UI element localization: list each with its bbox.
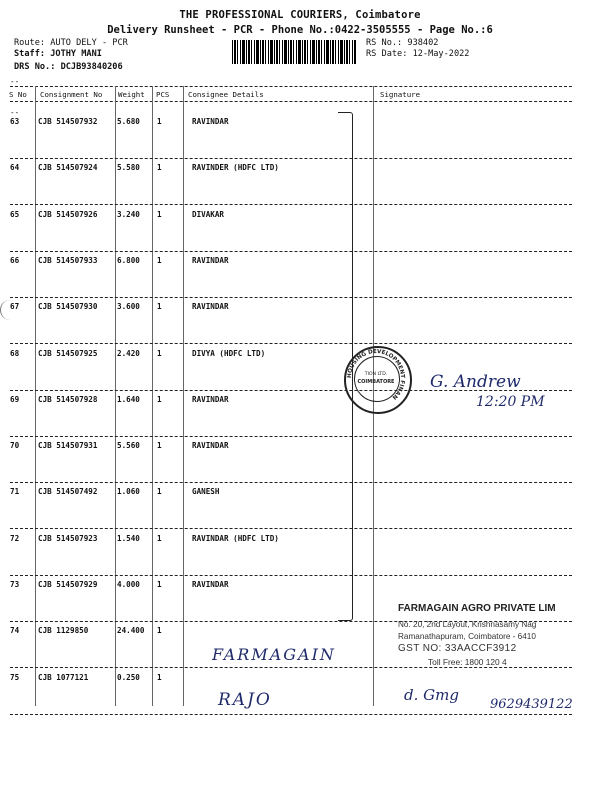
col-divider (183, 86, 184, 706)
row-divider (10, 251, 572, 252)
row-weight: 4.000 (117, 580, 140, 589)
row-consignee: GANESH (192, 487, 220, 497)
seal-small-text: TION LTD. (364, 372, 388, 377)
row-consignment: CJB 1077121 (38, 672, 89, 682)
row-weight: 6.800 (117, 255, 140, 265)
row-weight: 1.640 (117, 394, 140, 404)
row-weight: 0.250 (117, 672, 140, 682)
col-divider (115, 86, 116, 706)
row-sno: 73 (10, 580, 20, 589)
row-pcs: 1 (157, 255, 162, 265)
row-consignment: CJB 514507932 (38, 117, 98, 126)
rs-date: RS Date: 12-May-2022 (366, 49, 470, 59)
drs-number: DRS No.: DCJB93840206 (14, 62, 123, 72)
row-consignment: CJB 514507925 (38, 348, 98, 358)
row-divider (10, 204, 572, 205)
row-consignee: RAVINDAR (192, 117, 229, 126)
company-stamp-name: FARMAGAIN AGRO PRIVATE LIM (398, 603, 556, 614)
row-weight: 1.540 (117, 533, 140, 543)
row-sno: 66 (10, 255, 20, 265)
seal-city-text: COIMBATORE (357, 379, 395, 385)
company-stamp-toll: Toll Free: 1800 120 4 (428, 657, 507, 667)
signature-time: 12:20 PM (476, 394, 545, 410)
row-consignment: CJB 514507930 (38, 302, 98, 312)
row-pcs: 1 (157, 302, 162, 312)
handwritten-rajo: RAJO (218, 690, 272, 710)
row-sno: 72 (10, 533, 20, 543)
row-sno: 63 (10, 117, 20, 126)
rs-number: RS No.: 938402 (366, 38, 439, 48)
handwritten-farmagain: FARMAGAIN (212, 645, 336, 664)
row-consignment: CJB 514507933 (38, 255, 98, 265)
row-consignee: RAVINDAR (192, 302, 229, 312)
row-consignment: CJB 514507929 (38, 580, 98, 589)
row-consignee: RAVINDAR (192, 580, 229, 589)
row-sno: 70 (10, 441, 20, 451)
row-pcs: 1 (157, 533, 162, 543)
row-weight: 5.680 (117, 117, 140, 126)
handwritten-phone: 9629439122 (490, 697, 573, 712)
row-divider (10, 575, 572, 576)
header-divider-top (10, 86, 572, 87)
row-pcs: 1 (157, 487, 162, 497)
row-consignee: RAVINDAR (192, 441, 229, 451)
margin-mark (0, 300, 13, 320)
hdfc-seal-icon (344, 346, 412, 414)
row-pcs: 1 (157, 209, 162, 219)
col-signature: Signature (380, 90, 421, 99)
row-consignment: CJB 514507928 (38, 394, 98, 404)
row-consignment: CJB 514507931 (38, 441, 98, 451)
row-weight: 2.420 (117, 348, 140, 358)
row-weight: 3.240 (117, 209, 140, 219)
signature-name: G. Andrew (430, 372, 521, 392)
company-stamp-address-2: Ramanathapuram, Coimbatore - 6410 (398, 632, 536, 641)
row-consignment: CJB 514507492 (38, 487, 98, 497)
row-divider (10, 343, 572, 344)
header-divider-bottom (10, 101, 572, 102)
row-weight: 24.400 (117, 626, 145, 636)
row-sno: 69 (10, 394, 20, 404)
row-pcs: 1 (157, 117, 162, 126)
row-divider (10, 528, 572, 529)
row-pcs: 1 (157, 163, 162, 173)
row-consignee: RAVINDER (HDFC LTD) (192, 163, 279, 173)
col-pcs: PCS (156, 90, 170, 99)
row-divider (10, 158, 572, 159)
row-sno: 68 (10, 348, 20, 358)
row-sno: 67 (10, 302, 20, 312)
row-consignment: CJB 1129850 (38, 626, 89, 636)
company-stamp-gst: GST NO: 33AACCF3912 (398, 643, 517, 654)
runsheet-title: Delivery Runsheet - PCR - Phone No.:0422-3505555 - Page No.:6 (107, 24, 493, 36)
company-stamp-address-1: No. 20, 2nd Layout, Krishnasamy Nag (398, 620, 537, 629)
route-label: Route: AUTO DELY - PCR (14, 38, 128, 48)
row-pcs: 1 (157, 441, 162, 451)
row-consignment: CJB 514507924 (38, 163, 98, 173)
seal-ring-text: HOUSING DEVELOPMENT FINAN (346, 348, 406, 401)
col-consignment: Consignment No (40, 90, 103, 99)
row-divider (10, 436, 572, 437)
staff-label: Staff: JOTHY MANI (14, 49, 102, 59)
row-consignee: RAVINDAR (192, 255, 229, 265)
row-consignee: DIVAKAR (192, 209, 225, 219)
row-divider (10, 667, 572, 668)
row-consignee: RAVINDAR (HDFC LTD) (192, 533, 279, 543)
row-pcs: 1 (157, 580, 162, 589)
row-weight: 3.600 (117, 302, 140, 312)
row-sno: 64 (10, 163, 20, 173)
col-divider (35, 86, 36, 706)
row-marks: -- (10, 108, 20, 117)
row-consignee: DIVYA (HDFC LTD) (192, 348, 266, 358)
handwritten-initial: d. Gmg (404, 686, 459, 704)
row-divider (10, 297, 572, 298)
row-sno: 74 (10, 626, 20, 636)
barcode-image (232, 40, 356, 64)
row-pcs: 1 (157, 672, 162, 682)
top-marks: -- (10, 77, 20, 86)
row-divider (10, 714, 572, 715)
row-pcs: 1 (157, 394, 162, 404)
company-title: THE PROFESSIONAL COURIERS, Coimbatore (179, 9, 421, 21)
row-divider (10, 482, 572, 483)
row-sno: 75 (10, 672, 20, 682)
row-sno: 71 (10, 487, 20, 497)
row-weight: 5.580 (117, 163, 140, 173)
row-pcs: 1 (157, 348, 162, 358)
row-consignment: CJB 514507926 (38, 209, 98, 219)
col-divider (152, 86, 153, 706)
col-consignee: Consignee Details (188, 90, 264, 99)
col-weight: Weight (118, 90, 145, 99)
row-weight: 5.560 (117, 441, 140, 451)
row-pcs: 1 (157, 626, 162, 636)
row-weight: 1.060 (117, 487, 140, 497)
col-sno: S No (9, 90, 27, 99)
row-sno: 65 (10, 209, 20, 219)
row-consignment: CJB 514507923 (38, 533, 98, 543)
row-consignee: RAVINDAR (192, 394, 229, 404)
